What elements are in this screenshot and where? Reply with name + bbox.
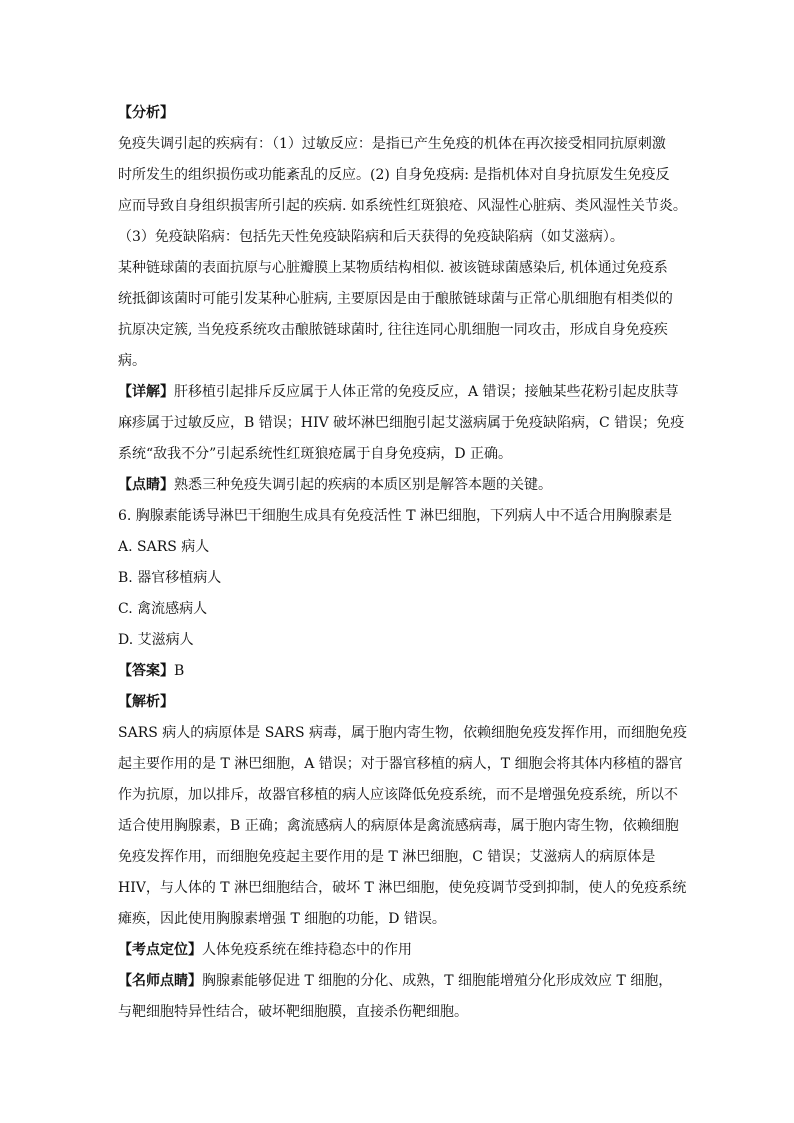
- analysis-line: 统抵御该菌时可能引发某种心脏病, 主要原因是由于酿脓链球菌与正常心肌细胞有相类似的: [118, 291, 673, 307]
- explanation-line: 起主要作用的是 T 淋巴细胞，A 错误；对于器官移植的病人，T 细胞会将其体内移植的器官: [118, 756, 683, 772]
- answer-paragraph: [118, 656, 684, 687]
- kaodian-paragraph: [118, 935, 684, 966]
- explanation-line: 适合使用胸腺素，B 正确；禽流感病人的病原体是禽流感病毒，属于胞内寄生物，依赖细胞: [118, 818, 679, 834]
- explanation-heading: 【解析】: [118, 694, 174, 710]
- document-page: [118, 98, 688, 1028]
- explanation-line: 瘫痪，因此使用胸腺素增强 T 细胞的功能，D 错误。: [118, 911, 446, 927]
- option-b: B. 器官移植病人: [118, 570, 222, 586]
- analysis-line: 免疫失调引起的疾病有：（1）过敏反应：是指已产生免疫的机体在再次接受相同抗原刺激: [118, 136, 666, 152]
- answer-value: B: [174, 663, 185, 679]
- detail-line: 肝移植引起排斥反应属于人体正常的免疫反应，A 错误；接触某些花粉引起皮肤荨: [174, 384, 679, 400]
- mingshi-line: 胸腺素能够促进 T 细胞的分化、成熟，T 细胞能增殖分化形成效应 T 细胞，: [202, 973, 673, 989]
- comment-text: 熟悉三种免疫失调引起的疾病的本质区别是解答本题的关键。: [174, 477, 552, 493]
- option-a: A. SARS 病人: [118, 539, 210, 555]
- kaodian-text: 人体免疫系统在维持稳态中的作用: [202, 942, 412, 958]
- mingshi-heading: 【名师点睛】: [118, 973, 202, 989]
- analysis-heading: 【分析】: [118, 105, 174, 121]
- question-stem: 6. 胸腺素能诱导淋巴干细胞生成具有免疫活性 T 淋巴细胞，下列病人中不适合用胸腺素是: [118, 508, 673, 524]
- explanation-line: 免疫发挥作用，而细胞免疫起主要作用的是 T 淋巴细胞，C 错误；艾滋病人的病原体是: [118, 849, 656, 865]
- analysis-line: 时所发生的组织损伤或功能紊乱的反应。(2) 自身免疫病: 是指机体对自身抗原发生免疫反: [118, 167, 670, 183]
- kaodian-heading: 【考点定位】: [118, 942, 202, 958]
- explanation-line: SARS 病人的病原体是 SARS 病毒，属于胞内寄生物，依赖细胞免疫发挥作用，而细胞免疫: [118, 725, 688, 741]
- detail-heading: 【详解】: [118, 384, 174, 400]
- option-c: C. 禽流感病人: [118, 601, 208, 617]
- mingshi-line: 与靶细胞特异性结合，破坏靶细胞膜，直接杀伤靶细胞。: [118, 1004, 468, 1020]
- analysis-line: （3）免疫缺陷病：包括先天性免疫缺陷病和后天获得的免疫缺陷病（如艾滋病）。: [118, 229, 624, 245]
- explanation-line: HIV，与人体的 T 淋巴细胞结合，破坏 T 淋巴细胞，使免疫调节受到抑制，使人的免疫系统: [118, 880, 687, 896]
- detail-line: 系统“敌我不分”引起系统性红斑狼疮属于自身免疫病，D 正确。: [118, 446, 512, 462]
- explanation-line: 作为抗原，加以排斥，故器官移植的病人应该降低免疫系统，而不是增强免疫系统，所以不: [118, 787, 678, 803]
- comment-paragraph: [118, 470, 684, 501]
- analysis-line: 病。: [118, 353, 146, 369]
- analysis-line: 某种链球菌的表面抗原与心脏瓣膜上某物质结构相似. 被该链球菌感染后, 机体通过免疫系: [118, 260, 668, 276]
- analysis-line: 应而导致自身组织损害所引起的疾病. 如系统性红斑狼疮、风湿性心脏病、类风湿性关节炎。: [118, 198, 687, 214]
- answer-heading: 【答案】: [118, 663, 174, 679]
- detail-paragraph: [118, 377, 684, 408]
- analysis-line: 抗原决定簇, 当免疫系统攻击酿脓链球菌时, 往往连同心肌细胞一同攻击，形成自身免疫疾: [118, 322, 668, 338]
- option-d: D. 艾滋病人: [118, 632, 194, 648]
- comment-heading: 【点睛】: [118, 477, 174, 493]
- detail-line: 麻疹属于过敏反应，B 错误；HIV 破坏淋巴细胞引起艾滋病属于免疫缺陷病，C 错误；免疫: [118, 415, 685, 431]
- mingshi-paragraph: [118, 966, 684, 997]
